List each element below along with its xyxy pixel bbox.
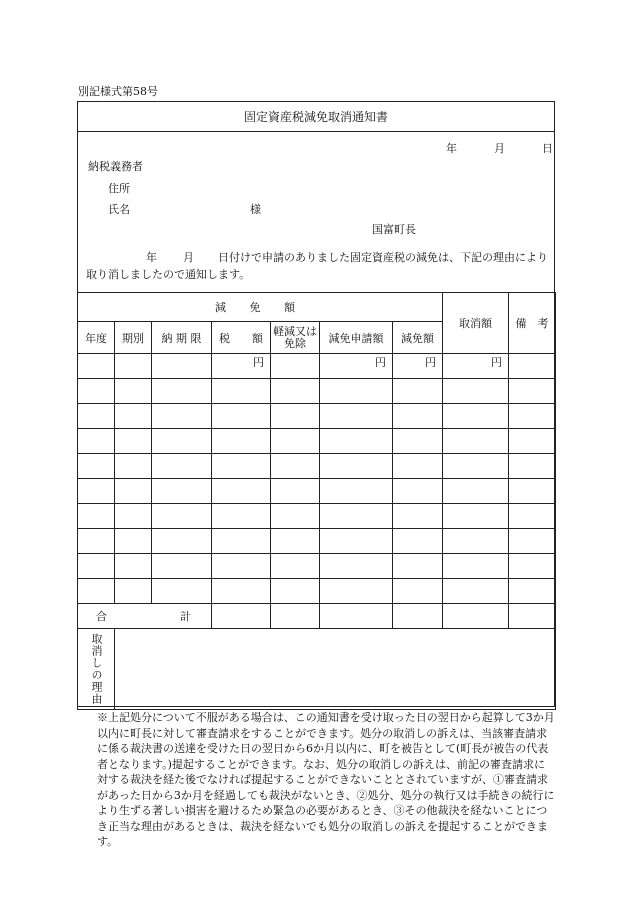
table-row xyxy=(78,379,556,404)
address-label: 住所 xyxy=(108,182,130,195)
taxpayer-label: 納税義務者 xyxy=(88,160,143,173)
table-row xyxy=(78,454,556,479)
table-row xyxy=(78,479,556,504)
table-row xyxy=(78,504,556,529)
reduction-group-header: 減 免 額 xyxy=(78,293,443,322)
col-tax-amount: 税 額 xyxy=(212,322,271,354)
date-line xyxy=(446,140,553,156)
body-month: 月 xyxy=(183,251,194,264)
body-text: 日付けで申請のありました固定資産税の減免は、下記の理由により取り消しましたので通知します。 xyxy=(86,251,548,281)
col-requested-amount: 減免申請額 xyxy=(320,322,393,354)
reduction-table xyxy=(77,292,556,710)
reason-label-cell xyxy=(78,629,115,710)
date-year-label: 年 xyxy=(446,142,457,155)
table-row xyxy=(78,529,556,554)
yen-unit: 円 xyxy=(320,354,393,379)
body-year: 年 xyxy=(146,251,157,264)
date-day-label: 日 xyxy=(542,142,553,155)
col-reduction-or-exemption: 軽減又は免除 xyxy=(271,322,320,354)
yen-unit: 円 xyxy=(393,354,443,379)
yen-unit: 円 xyxy=(212,354,271,379)
table-row xyxy=(78,429,556,454)
notice-body xyxy=(86,249,550,283)
total-label-b: 計 xyxy=(180,610,191,623)
total-label-a: 合 xyxy=(96,610,107,623)
col-period: 期別 xyxy=(115,322,152,354)
col-due-date: 納 期 限 xyxy=(152,322,212,354)
table-row xyxy=(78,554,556,579)
table-row xyxy=(78,579,556,604)
table-row xyxy=(78,404,556,429)
form-number: 別記様式第58号 xyxy=(78,85,158,98)
reason-row xyxy=(78,629,556,710)
col-fiscal-year: 年度 xyxy=(78,322,115,354)
document-title: 固定資産税減免取消通知書 xyxy=(78,102,554,132)
col-reduction-amount: 減免額 xyxy=(393,322,443,354)
notice-form xyxy=(77,101,555,707)
issuer: 国富町長 xyxy=(372,223,416,236)
appeal-note: ※上記処分について不服がある場合は、この通知書を受け取った日の翌日から起算して3か月以内に町長に対して審査請求をすることができます。処分の取消しの訴えは、当該審査請求に係る裁決書の送達を受けた日の翌日から6か月以内に、町を被告として(町長が被告の代表者となります。)提起することができます。なお、処分の取消しの訴えは、前記の審査請求に対する裁決を経た後でなければ提起することができないこととされていますが、①審査請求があった日から3か月を経過しても裁決がないとき、②処分、処分の執行又は手続きの続行により生ずる著しい損害を避けるため緊急の必要があるとき、③その他裁決を経ないことにつき正当な理由があるときは、裁決を経ないでも処分の取消しの訴えを提起することができます。 xyxy=(97,711,555,848)
date-month-label: 月 xyxy=(494,142,505,155)
remarks-header: 備 考 xyxy=(509,293,556,354)
name-label: 氏名 xyxy=(108,203,130,216)
reason-label: 取消しの理由 xyxy=(90,633,103,705)
cancel-amount-header: 取消額 xyxy=(443,293,509,354)
reason-field[interactable] xyxy=(115,629,556,710)
total-label xyxy=(78,604,212,629)
total-row xyxy=(78,604,556,629)
table-row xyxy=(78,354,556,379)
honorific: 様 xyxy=(250,203,261,216)
yen-unit: 円 xyxy=(443,354,509,379)
